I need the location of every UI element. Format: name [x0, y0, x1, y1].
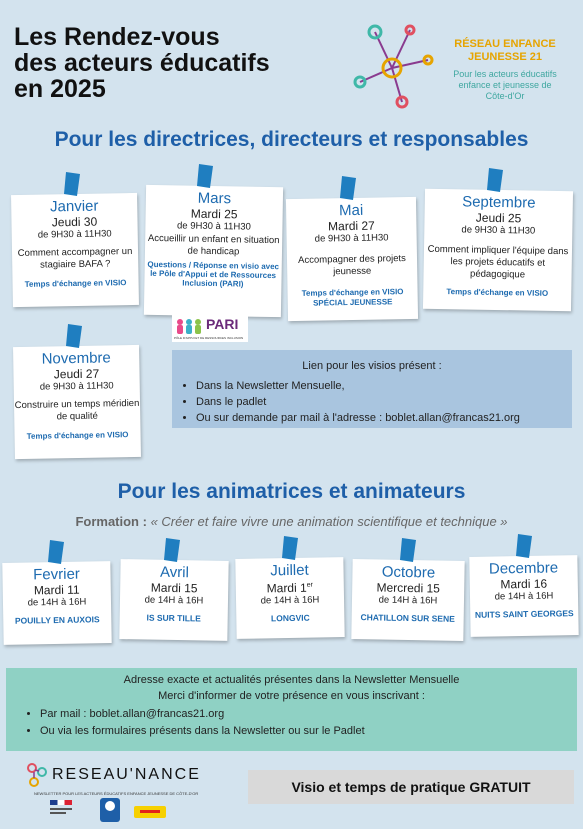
card-desc: Construire un temps méridien de qualité [14, 397, 140, 423]
card-month: Decembre [488, 559, 559, 578]
card-month: Septembre [461, 193, 536, 212]
card-janvier [11, 193, 139, 307]
reseau-subtitle [440, 69, 570, 102]
francas-logo-icon [134, 806, 166, 818]
card-day: Jeudi 30 [51, 214, 98, 230]
card-hours: de 9H30 à 11H30 [37, 228, 112, 241]
section-animators-heading: Pour les animatrices et animateurs [117, 480, 466, 503]
registration-line-2: Merci d'informer de votre présence en vous inscrivant : [158, 690, 425, 702]
card-place: LONGVIC [270, 612, 310, 624]
formation-title: « Créer et faire vivre une animation scientifique et technique » [150, 514, 508, 529]
card-hours: de 9H30 à 11H30 [176, 220, 251, 233]
formation-line [0, 514, 583, 529]
reseaunance-logo-text: RESEAU'NANCE [52, 766, 201, 783]
card-day: Mardi 27 [327, 218, 375, 234]
card-day: Mercredi 15 [376, 580, 440, 596]
list-item: • Dans le padlet [196, 394, 572, 410]
card-month: Juillet [270, 561, 309, 580]
tape-icon [280, 534, 300, 562]
reseau-sub-line-2: enfance et jeunesse de [458, 80, 552, 90]
pari-logo [172, 314, 248, 342]
card-month: Fevrier [33, 565, 80, 584]
card-day-text: Mardi 1 [266, 580, 307, 596]
card-hours: de 9H30 à 11H30 [39, 380, 114, 393]
list-item: • Ou via les formulaires présents dans la Newsletter ou sur le Padlet [40, 723, 577, 740]
page-title [14, 24, 344, 102]
card-hours: de 14H à 16H [378, 594, 438, 607]
registration-list [6, 706, 577, 740]
title-line-3: en 2025 [14, 75, 106, 103]
card-desc: Accueillir un enfant en situation de handicap [147, 232, 280, 258]
card-mai [286, 197, 418, 321]
tape-icon [398, 536, 418, 564]
card-desc: Comment accompagner un stagiaire BAFA ? [17, 246, 133, 271]
academie-logo-icon [50, 800, 72, 822]
card-day-sup: er [306, 581, 313, 589]
card-month: Mai [338, 201, 364, 220]
card-hours: de 14H à 16H [27, 596, 87, 609]
card-hours: de 14H à 16H [144, 594, 204, 607]
registration-info-box [6, 668, 577, 751]
list-item: • Par mail : boblet.allan@francas21.org [40, 706, 577, 723]
pari-text: PARI [206, 316, 239, 332]
card-fevrier [2, 561, 111, 645]
card-place: POUILLY EN AUXOIS [14, 614, 100, 626]
gratuit-banner: Visio et temps de pratique GRATUIT [248, 770, 574, 804]
visio-info-list [172, 378, 572, 426]
card-place: IS SUR TILLE [146, 612, 201, 624]
tape-icon [64, 322, 84, 350]
card-day [236, 578, 344, 596]
list-item: • Dans la Newsletter Mensuelle, [196, 378, 572, 394]
reseau-molecule-icon [350, 20, 440, 115]
formation-label: Formation : [75, 514, 147, 529]
visio-info-title: Lien pour les visios présent : [302, 360, 442, 372]
reseau-name-line-1: RÉSEAU ENFANCE [454, 38, 556, 50]
card-month: Octobre [381, 563, 436, 582]
tape-icon [62, 170, 82, 198]
card-month: Avril [159, 563, 190, 582]
tape-icon [195, 162, 215, 190]
card-note: Temps d'échange en VISIO [446, 287, 549, 298]
card-day: Mardi 16 [500, 576, 548, 592]
reseau-sub-line-3: Côte-d'Or [485, 91, 525, 101]
card-desc: Comment impliquer l'équipe dans les projets éducatifs et pédagogique [427, 243, 569, 281]
card-day: Mardi 11 [33, 582, 80, 598]
card-novembre [13, 345, 141, 459]
card-octobre [351, 559, 464, 641]
reseaunance-logo-icon [22, 760, 52, 790]
card-decembre [469, 555, 578, 637]
card-hours: de 9H30 à 11H30 [314, 232, 389, 245]
caf-logo-icon [100, 798, 120, 822]
card-hours: de 14H à 16H [494, 590, 554, 603]
card-month: Mars [197, 189, 232, 208]
card-place: CHATILLON SUR SENE [360, 612, 455, 624]
reseaunance-logo-sub: NEWSLETTER POUR LES ACTEURS ÉDUCATIFS ENFANCE JEUNESSE DE CÔTE-D'OR [34, 791, 199, 796]
card-mars [144, 185, 283, 317]
card-day: Mardi 25 [190, 206, 238, 222]
card-day: Jeudi 25 [475, 210, 522, 226]
card-month: Novembre [41, 349, 111, 368]
pari-people-icon [174, 316, 204, 336]
card-note: Temps d'échange en VISIO [26, 430, 129, 441]
card-hours: de 9H30 à 11H30 [461, 224, 536, 237]
card-juillet [235, 557, 344, 639]
reseau-name-line-2: JEUNESSE 21 [468, 51, 542, 63]
card-month: Janvier [49, 197, 99, 216]
tape-icon [162, 536, 182, 564]
tape-icon [485, 166, 505, 194]
card-day: Mardi 15 [150, 580, 198, 596]
title-line-2: des acteurs éducatifs [14, 49, 270, 77]
card-day: Jeudi 27 [53, 366, 100, 382]
visio-info-box [172, 350, 572, 428]
tape-icon [514, 532, 534, 560]
card-desc: Accompagner des projets jeunesse [298, 253, 406, 278]
registration-line-1: Adresse exacte et actualités présentes dans la Newsletter Mensuelle [123, 674, 460, 686]
tape-icon [46, 538, 66, 566]
section-directors-heading: Pour les directrices, directeurs et responsables [54, 128, 529, 151]
card-note: Temps d'échange en VISIO SPÉCIAL JEUNESSE [301, 287, 404, 308]
tape-icon [338, 174, 358, 202]
card-note: Questions / Réponse en visio avec le Pôle d'Appui et de Ressources Inclusion (PARI) [147, 259, 280, 289]
reseau-name [440, 38, 570, 64]
reseau-sub-line-1: Pour les acteurs éducatifs [453, 69, 557, 79]
pari-sub: PÔLE D'APPUI ET DE RESSOURCES INCLUSION [174, 336, 244, 340]
card-avril [119, 559, 228, 641]
card-hours: de 14H à 16H [260, 594, 320, 607]
list-item: • Ou sur demande par mail à l'adresse : boblet.allan@francas21.org [196, 410, 572, 426]
card-septembre [423, 189, 573, 312]
title-line-1: Les Rendez-vous [14, 23, 220, 51]
card-note: Temps d'échange en VISIO [24, 278, 127, 289]
card-place: NUITS SAINT GEORGES [474, 608, 574, 620]
